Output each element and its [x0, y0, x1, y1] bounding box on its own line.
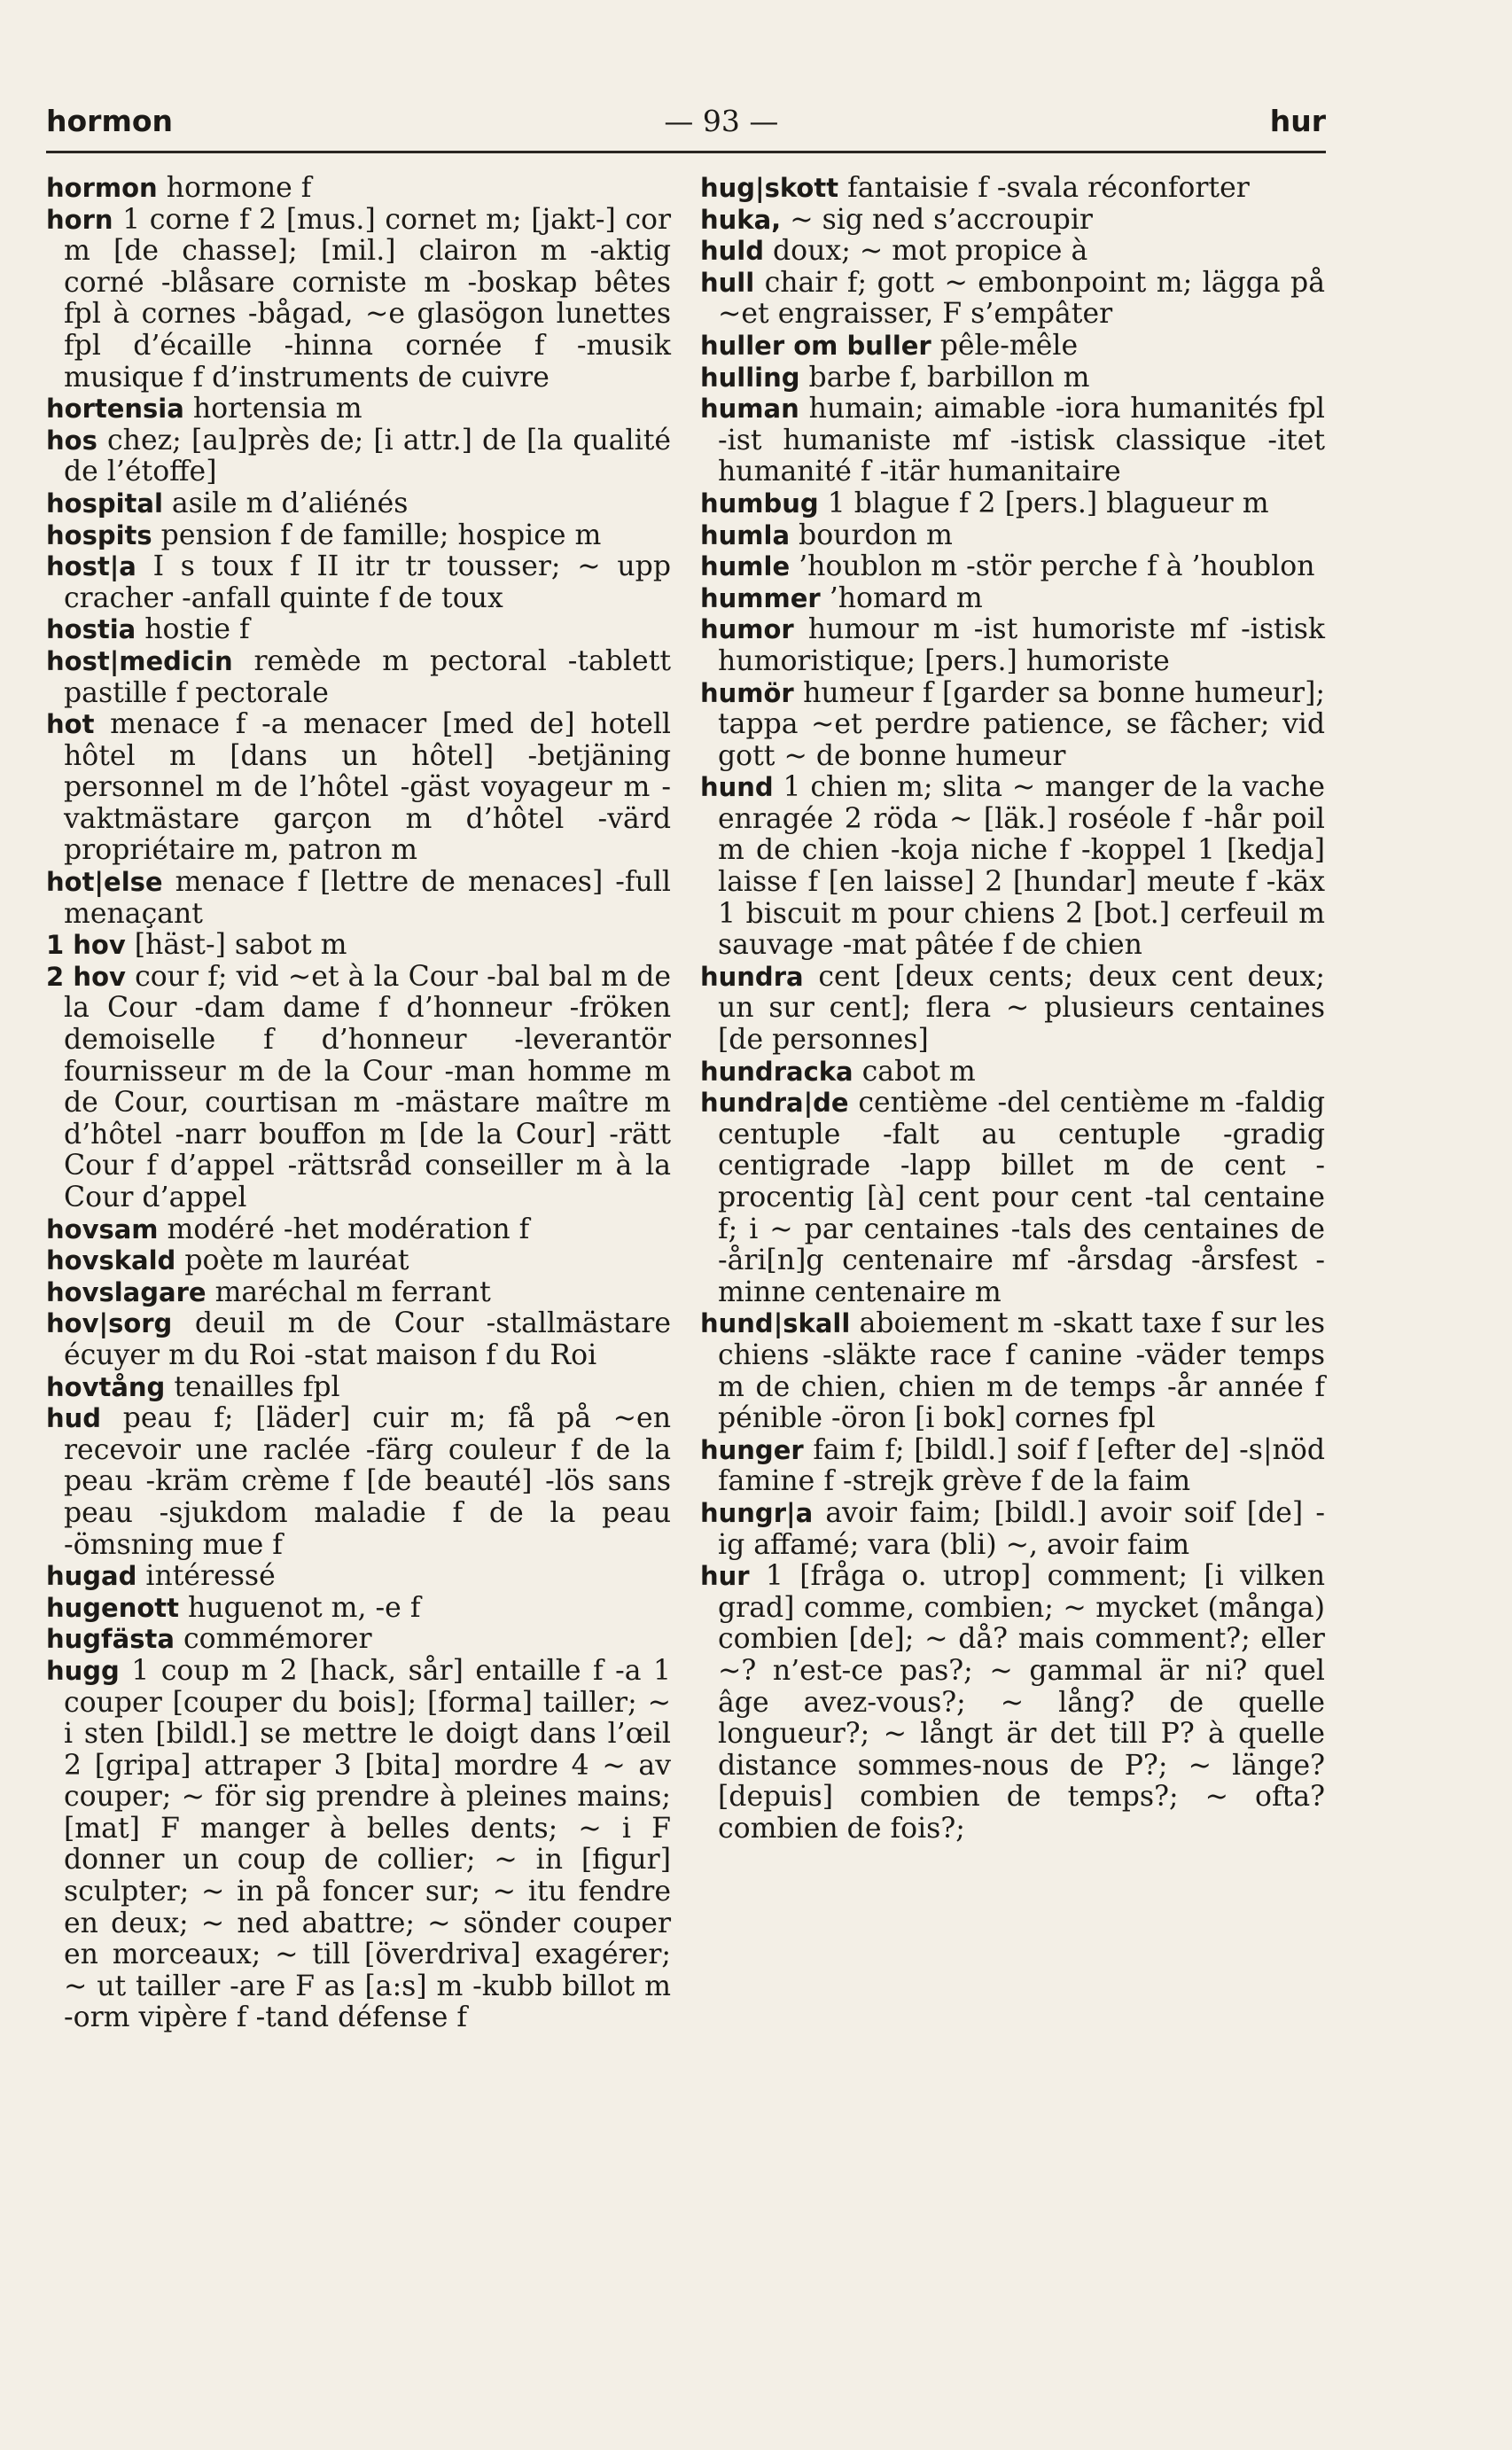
dictionary-entry [46, 1656, 671, 2034]
dictionary-entry [46, 1214, 671, 1246]
entry-definition: chez; [au]près de; [i attr.] de [la qualité de l’étoffe] [64, 424, 671, 488]
dictionary-entry [46, 520, 671, 552]
entry-definition: humeur f [garder sa bonne humeur]; tappa ~et perdre patience, se fâcher; vid gott ~ de bonne humeur [718, 676, 1326, 772]
entry-definition: chair f; gott ~ embonpoint m; lägga på ~et engraisser, F s’empâter [718, 266, 1326, 331]
dictionary-entry [46, 962, 671, 1214]
entry-headword: hovskald [46, 1245, 176, 1276]
dictionary-entry [700, 488, 1325, 520]
dictionary-entry [46, 1245, 671, 1277]
dictionary-entry [700, 583, 1325, 615]
entry-headword: hundra|de [700, 1088, 849, 1119]
dictionary-entry [700, 1308, 1325, 1434]
dictionary-entry [46, 173, 671, 205]
dictionary-entry [700, 520, 1325, 552]
entry-definition: 1 coup m 2 [hack, sår] entaille f -a 1 couper [couper du bois]; [forma] tailler; ~ i sten [bildl.] se mettre le doigt dans l’œil 2 [gripa] attraper 3 [bita] mordre 4 ~ av couper; ~ för sig prendre à pleines mains; [mat] F manger à belles dents; ~ i F donner un coup de collier; ~ in [figur] sculpter; ~ in på foncer sur; ~ itu fendre en deux; ~ ned abattre; ~ sönder couper en morceaux; ~ till [överdriva] exagérer; ~ ut tailler -are F as [a:s] m -kubb billot m -orm vipère f -tand défense f [64, 1654, 672, 2034]
entry-definition: cour f; vid ~et à la Cour -bal bal m de la Cour -dam dame f d’honneur -fröken demoiselle f d’honneur -leverantör fournisseur m de la Cour -man homme m de Cour, courtisan m -mästare maître m d’hôtel -narr bouffon m [de la Cour] -rätt Cour f d’appel -rättsråd conseiller m à la Cour d’appel [64, 960, 672, 1213]
entry-definition: bourdon m [799, 519, 953, 551]
entry-definition: hostie f [144, 613, 250, 646]
dictionary-entry [46, 1403, 671, 1561]
dictionary-entry [700, 614, 1325, 677]
entry-definition: cabot m [861, 1055, 976, 1088]
entry-definition: hortensia m [192, 393, 362, 425]
entry-headword: hund [700, 772, 774, 803]
entry-definition: 1 corne f 2 [mus.] cornet m; [jakt-] cor m [de chasse]; [mil.] clairon m -aktig corné -blåsare corniste m -boskap bêtes fpl à cornes -bågad, ~e glasögon lunettes fpl d’écaille -hinna cornée f -musik musique f d’instruments de cuivre [64, 203, 672, 394]
dictionary-entry [700, 962, 1325, 1057]
entry-headword: hund|skall [700, 1308, 851, 1339]
dictionary-entry [700, 1057, 1325, 1088]
entry-headword: hug|skott [700, 173, 839, 203]
entry-headword: hundracka [700, 1056, 853, 1087]
page-header [46, 96, 1326, 145]
entry-definition: doux; ~ mot propice à [773, 235, 1088, 268]
dictionary-entry [700, 173, 1325, 205]
entry-definition: ’houblon m -stör perche f à ’houblon [799, 550, 1315, 583]
dictionary-entry [700, 363, 1325, 394]
entry-headword: hortensia [46, 394, 184, 425]
entry-headword: hov|sorg [46, 1308, 173, 1339]
dictionary-entry [700, 331, 1325, 363]
entry-definition: remède m pectoral -tablett pastille f pectorale [64, 644, 672, 709]
entry-definition: pêle-mêle [939, 329, 1079, 362]
entry-headword: hot|else [46, 867, 163, 898]
dictionary-entry [700, 268, 1325, 331]
entry-definition: deuil m de Cour -stallmästare écuyer m du Roi -stat maison f du Roi [64, 1307, 672, 1371]
dictionary-entry [46, 930, 671, 962]
dictionary-entry [46, 205, 671, 394]
entry-definition: menace f [lettre de menaces] -full menaçant [64, 866, 672, 930]
entry-definition: 1 chien m; slita ~ manger de la vache enragée 2 röda ~ [läk.] roséole f -hår poil m de chien -koja niche f -koppel 1 [kedja] laisse f [en laisse] 2 [hundar] meute f -käx 1 biscuit m pour chiens 2 [bot.] cerfeuil m sauvage -mat pâtée f de chien [718, 771, 1325, 962]
entry-definition: peau f; [läder] cuir m; få på ~en recevoir une raclée -färg couleur f de la peau -kräm crème f [de beauté] -lös sans peau -sjukdom maladie f de la peau -ömsning mue f [64, 1402, 671, 1561]
entry-definition: aboiement m -skatt taxe f sur les chiens -släkte race f canine -väder temps m de chien, chien m de temps -år année f pénible -öron [i bok] cornes fpl [718, 1307, 1325, 1435]
entry-headword: hos [46, 425, 97, 456]
entry-headword: hull [700, 267, 755, 298]
entry-definition: asile m d’aliénés [171, 487, 409, 519]
dictionary-entry [700, 551, 1325, 583]
entry-definition: centième -del centième m -faldig centuple -falt au centuple -gradig centigrade -lapp billet m de cent -procentig [à] cent pour cent -tal centaine f; i ~ par centaines -tals des centaines de -åri[n]g centenaire mf -årsdag -årsfest -minne centenaire m [718, 1087, 1326, 1308]
entry-headword: hur [700, 1561, 750, 1592]
entry-headword: 1 hov [46, 930, 126, 961]
entry-headword: host|medicin [46, 645, 233, 676]
entry-headword: humla [700, 519, 791, 550]
dictionary-entry [46, 1308, 671, 1371]
entry-definition: faim f; [bildl.] soif f [efter de] -s|nöd famine f -strejk grève f de la faim [718, 1433, 1325, 1498]
entry-headword: hugad [46, 1561, 137, 1592]
entry-headword: horn [46, 204, 113, 235]
entry-definition: pension f de famille; hospice m [160, 519, 602, 551]
entry-definition: menace f -a menacer [med de] hotell hôtel m [dans un hôtel] -betjäning personnel m de l’hôtel -gäst voyageur m -vaktmästare garçon m d’hôtel -värd propriétaire m, patron m [64, 708, 672, 867]
entry-headword: hot [46, 709, 95, 740]
entry-headword: hovsam [46, 1213, 159, 1245]
dictionary-entry [46, 1624, 671, 1656]
entry-definition: 1 blague f 2 [pers.] blagueur m [827, 487, 1269, 519]
left-column [46, 173, 671, 2034]
entry-definition: barbe f, barbillon m [808, 361, 1090, 394]
dictionary-entry [46, 709, 671, 867]
entry-headword: humle [700, 551, 791, 582]
page-number: — 93 — [664, 103, 779, 138]
header-right-guide-word: hur [1269, 103, 1326, 138]
entry-headword: hulling [700, 362, 800, 393]
entry-headword: hormon [46, 173, 158, 203]
dictionary-entry [46, 488, 671, 520]
dictionary-entry [700, 236, 1325, 268]
dictionary-entry [46, 867, 671, 930]
entry-headword: hugenott [46, 1592, 180, 1623]
dictionary-entry [46, 425, 671, 488]
entry-definition: modéré -het modération f [167, 1213, 530, 1245]
dictionary-entry [46, 1561, 671, 1593]
entry-definition: maréchal m ferrant [214, 1276, 491, 1308]
entry-headword: humor [700, 614, 794, 645]
entry-headword: 2 hov [46, 961, 126, 992]
entry-headword: hugfästa [46, 1624, 175, 1655]
entry-headword: hovslagare [46, 1276, 207, 1307]
entry-definition: commémorer [183, 1623, 372, 1656]
dictionary-entry [700, 678, 1325, 773]
dictionary-entry [46, 1593, 671, 1625]
dictionary-entry [700, 772, 1325, 962]
entry-headword: hugg [46, 1655, 120, 1686]
entry-headword: hundra [700, 961, 804, 992]
entry-headword: huld [700, 236, 764, 267]
entry-definition: hormone f [166, 172, 312, 204]
dictionary-entry [46, 614, 671, 646]
right-column [700, 173, 1325, 1845]
entry-headword: huka, [700, 204, 782, 235]
header-rule [46, 151, 1326, 153]
entry-headword: hummer [700, 582, 821, 613]
entry-headword: hovtång [46, 1371, 166, 1402]
dictionary-entry [700, 1088, 1325, 1308]
entry-definition: ~ sig ned s’accroupir [790, 203, 1093, 236]
entry-definition: poète m lauréat [184, 1245, 409, 1277]
entry-definition: huguenot m, -e f [188, 1591, 421, 1624]
entry-headword: humör [700, 677, 794, 708]
entry-headword: humbug [700, 488, 819, 519]
entry-headword: huller om buller [700, 330, 931, 361]
entry-definition: humain; aimable -iora humanités fpl -ist humaniste mf -istisk classique -itet humanité f -itär humanitaire [718, 393, 1325, 488]
dictionary-entry [46, 1277, 671, 1309]
dictionary-entry [700, 1498, 1325, 1561]
entry-definition: intéressé [145, 1560, 276, 1593]
entry-headword: hospits [46, 519, 152, 550]
entry-headword: hostia [46, 614, 136, 645]
dictionary-entry [46, 394, 671, 425]
entry-definition: [häst-] sabot m [134, 929, 347, 962]
entry-headword: human [700, 394, 799, 425]
entry-headword: hunger [700, 1434, 804, 1465]
entry-definition: 1 [fråga o. utrop] comment; [i vilken grad] comme, combien; ~ mycket (många) combien [de]; ~ då? mais comment?; eller ~? n’est-ce pas?; ~ gammal är ni? quel âge avez-vous?; ~ lång? de quelle longueur?; ~ långt är det till P? à quelle distance sommes-nous de P?; ~ länge? [depuis] combien de temps?; ~ ofta? combien de fois?; [718, 1560, 1325, 1845]
dictionary-entry [700, 205, 1325, 237]
dictionary-entry [46, 646, 671, 709]
dictionary-entry [46, 551, 671, 614]
entry-definition: humour m -ist humoriste mf -istisk humoristique; [pers.] humoriste [718, 613, 1326, 677]
entry-definition: ’homard m [829, 581, 983, 614]
dictionary-entry [700, 394, 1325, 488]
entry-headword: hungr|a [700, 1497, 814, 1528]
entry-headword: hospital [46, 488, 163, 519]
entry-definition: fantaisie f -svala réconforter [847, 172, 1250, 204]
header-left-guide-word: hormon [46, 103, 173, 138]
entry-definition: I s toux f II itr tr tousser; ~ upp cracher -anfall quinte f de toux [64, 550, 672, 614]
dictionary-entry [700, 1435, 1325, 1498]
entry-definition: tenailles fpl [174, 1370, 340, 1403]
entry-headword: host|a [46, 551, 136, 582]
entry-definition: cent [deux cents; deux cent deux; un sur cent]; flera ~ plusieurs centaines [de personnes] [718, 960, 1325, 1057]
entry-headword: hud [46, 1403, 102, 1434]
dictionary-entry [700, 1561, 1325, 1845]
dictionary-entry [46, 1372, 671, 1404]
entry-definition: avoir faim; [bildl.] avoir soif [de] -ig affamé; vara (bli) ~, avoir faim [718, 1496, 1326, 1561]
